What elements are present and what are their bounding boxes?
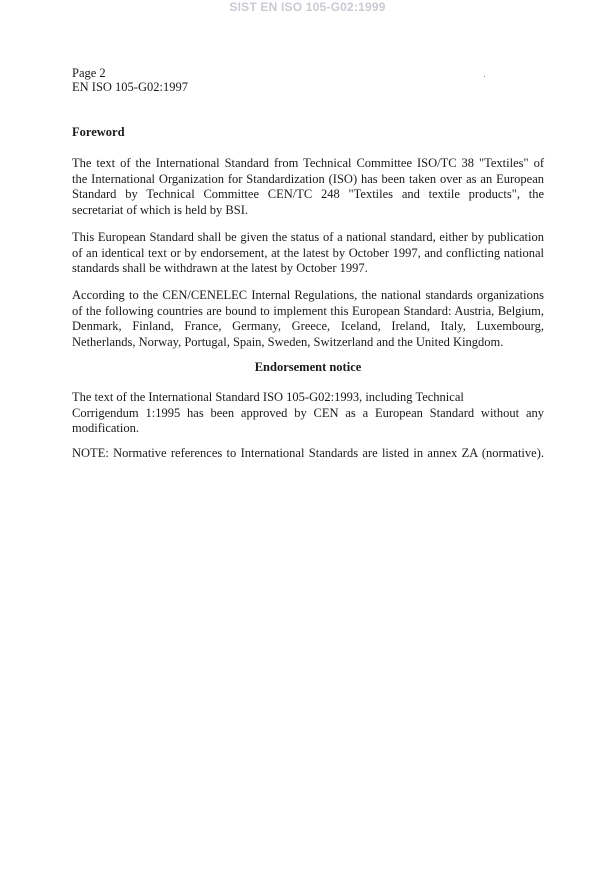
foreword-paragraph-1 [72,156,544,218]
page-number: Page 2 [72,66,106,80]
text-line: According to the CEN/CENELEC Internal Regulations, the national standards organizations [72,288,544,302]
standard-reference: EN ISO 105-G02:1997 [72,80,188,94]
text-line: Denmark, Finland, France, Germany, Greece, Iceland, Ireland, Italy, Luxembourg, [72,319,544,333]
text-line: The text of the International Standard ISO 105-G02:1993, including Technical [72,390,464,404]
watermark: SIST EN ISO 105-G02:1999 [229,0,386,14]
foreword-heading: Foreword [72,125,125,139]
text-line: Corrigendum 1:1995 has been approved by CEN as a European Standard without any [72,405,544,420]
text-line: secretariat of which is held by BSI. [72,202,248,217]
scan-speck [484,76,485,77]
text-line: Standard by Technical Committee CEN/TC 248 "Textiles and textile products", the [72,187,544,201]
text-line: NOTE: Normative references to International Standards are listed in annex ZA (normative). [72,446,544,460]
text-line: Netherlands, Norway, Portugal, Spain, Sweden, Switzerland and the United Kingdom. [72,334,504,349]
text-line: of an identical text or by endorsement, at the latest by October 1997, and conflicting national [72,245,544,260]
endorsement-heading: Endorsement notice [254,360,362,374]
foreword-paragraph-2 [72,230,544,277]
text-line: The text of the International Standard from Technical Committee ISO/TC 38 "Textiles" of [72,156,544,170]
text-line: of the following countries are bound to implement this European Standard: Austria, Belgium, [72,303,544,318]
page-header [72,66,188,94]
text-line: modification. [72,421,139,435]
endorsement-paragraph [72,390,544,437]
text-line: This European Standard shall be given the status of a national standard, either by publication [72,230,544,244]
text-line: the International Organization for Standardization (ISO) has been taken over as an European [72,171,544,186]
normative-note [72,446,544,462]
foreword-paragraph-3 [72,288,544,350]
text-line: standards shall be withdrawn at the latest by October 1997. [72,261,368,275]
